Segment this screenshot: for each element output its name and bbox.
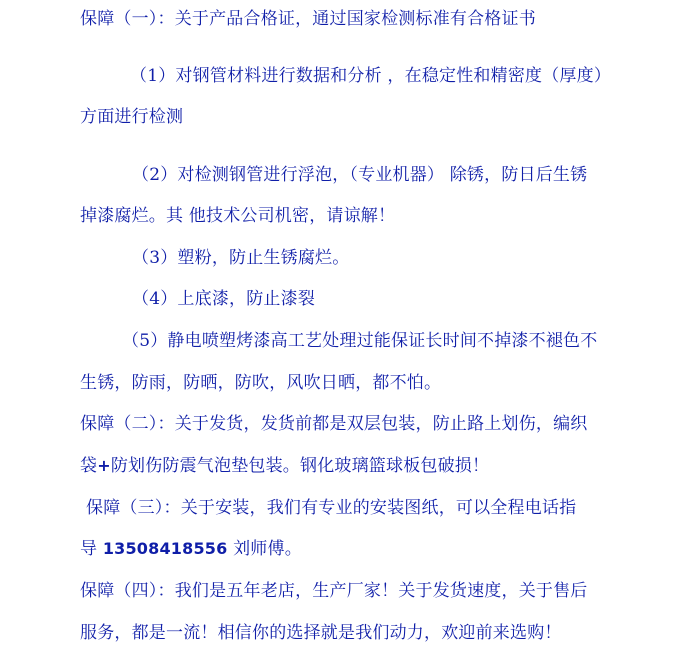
guarantee-3-line-2 <box>80 537 302 561</box>
guarantee-4-line-1: 保障（四）：我们是五年老店，生产厂家！关于发货速度，关于售后 <box>80 581 588 601</box>
item-1-line-2: 方面进行检测 <box>80 107 184 127</box>
guarantee-2-line-1: 保障（二）：关于发货，发货前都是双层包装，防止路上划伤，编织 <box>80 414 588 434</box>
guarantee-2-line-2-prefix: 袋 <box>80 456 98 476</box>
guarantee-2-line-2-suffix: 防划伤防震气泡垫包装。钢化玻璃篮球板包破损！ <box>110 456 490 476</box>
item-1-line-1: （1）对钢管材料进行数据和分析 ，在稳定性和精密度（厚度） <box>130 66 612 86</box>
item-4-line: （4）上底漆，防止漆裂 <box>132 289 316 309</box>
phone-number: 13508418556 <box>102 539 228 558</box>
guarantee-2-line-2 <box>80 454 489 478</box>
item-2-line-2: 掉漆腐烂。其 他技术公司机密，请谅解！ <box>80 206 396 226</box>
guarantee-3-line-2-suffix: 刘师傅。 <box>227 539 302 559</box>
guarantee-1-line: 保障（一）：关于产品合格证，通过国家检测标准有合格证书 <box>80 9 536 29</box>
guarantee-2-plus-sign: + <box>97 456 111 475</box>
guarantee-3-line-2-prefix: 导 <box>80 539 103 559</box>
guarantee-3-line-1: 保障（三）：关于安装，我们有专业的安装图纸，可以全程电话指 <box>86 498 577 518</box>
item-5-line-2: 生锈，防雨，防晒，防吹，风吹日晒，都不怕。 <box>80 373 442 393</box>
item-5-line-1: （5）静电喷塑烤漆高工艺处理过能保证长时间不掉漆不褪色不 <box>122 331 598 351</box>
item-2-line-1: （2）对检测钢管进行浮泡，（专业机器） 除锈，防日后生锈 <box>132 165 588 185</box>
item-3-line: （3）塑粉，防止生锈腐烂。 <box>132 248 350 268</box>
guarantee-4-line-2: 服务，都是一流！相信你的选择就是我们动力，欢迎前来选购！ <box>80 623 562 643</box>
